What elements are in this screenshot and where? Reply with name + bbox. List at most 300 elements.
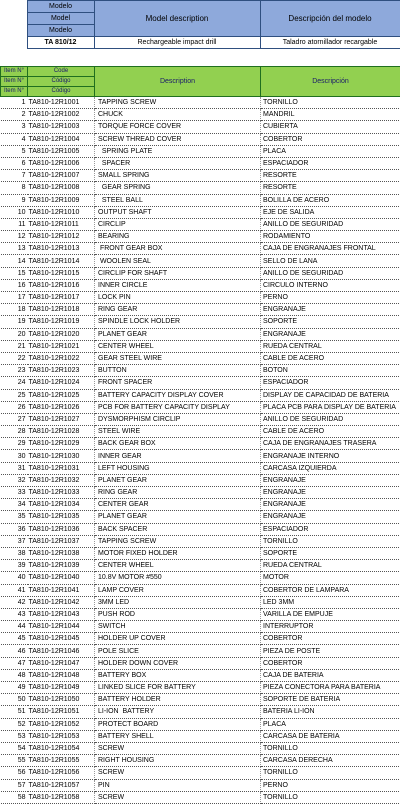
item-number-cell[interactable]: 36: [1, 523, 28, 535]
table-row: [1, 742, 400, 754]
code-cell[interactable]: TA810-12R1032: [28, 474, 95, 486]
item-number-cell[interactable]: 5: [1, 145, 28, 157]
code-cell[interactable]: TA810-12R1026: [28, 401, 95, 413]
description-cell[interactable]: MOTOR FIXED HOLDER: [95, 547, 261, 559]
code-cell[interactable]: TA810-12R1052: [28, 718, 95, 730]
item-number-cell[interactable]: 16: [1, 279, 28, 291]
code-cell[interactable]: TA810-12R1024: [28, 377, 95, 389]
table-row: [1, 389, 400, 401]
item-number-cell[interactable]: 55: [1, 755, 28, 767]
item-number-cell[interactable]: 47: [1, 657, 28, 669]
code-cell[interactable]: TA810-12R1008: [28, 182, 95, 194]
descripcion-cell[interactable]: ESPACIADOR: [261, 157, 400, 169]
item-number-cell[interactable]: 43: [1, 608, 28, 620]
table-row: [1, 645, 400, 657]
description-cell[interactable]: SPACER: [95, 157, 261, 169]
description-cell[interactable]: TAPPING SCREW: [95, 97, 261, 109]
descripcion-cell[interactable]: ANILLO DE SEGURIDAD: [261, 413, 400, 425]
table-row: [1, 584, 400, 596]
description-cell[interactable]: OUTPUT SHAFT: [95, 206, 261, 218]
item-number-cell[interactable]: 8: [1, 182, 28, 194]
parts-rows: [1, 97, 400, 804]
code-cell[interactable]: TA810-12R1016: [28, 279, 95, 291]
description-cell[interactable]: LEFT HOUSING: [95, 462, 261, 474]
item-number-cell[interactable]: 2: [1, 109, 28, 121]
table-row: [1, 145, 400, 157]
description-cell[interactable]: BATTERY SHELL: [95, 730, 261, 742]
item-number-cell[interactable]: 23: [1, 365, 28, 377]
table-row: [1, 413, 400, 425]
descripcion-modelo-cell[interactable]: Taladro atornillador recargable: [260, 37, 400, 49]
table-row: [1, 523, 400, 535]
table-row: [1, 292, 400, 304]
codigo-header[interactable]: Código: [28, 87, 95, 97]
descripcion-cell[interactable]: ANILLO DE SEGURIDAD: [261, 267, 400, 279]
descripcion-cell[interactable]: CARCASA DERECHA: [261, 755, 400, 767]
item-number-cell[interactable]: 40: [1, 572, 28, 584]
code-cell[interactable]: TA810-12R1017: [28, 292, 95, 304]
table-row: [1, 231, 400, 243]
descripcion-cell[interactable]: ENGRANAJE: [261, 328, 400, 340]
description-cell[interactable]: GEAR STEEL WIRE: [95, 352, 261, 364]
item-number-cell[interactable]: 58: [1, 791, 28, 803]
table-row: [1, 340, 400, 352]
table-row: [1, 401, 400, 413]
descripcion-cell[interactable]: ENGRANAJE: [261, 511, 400, 523]
item-number-cell[interactable]: 44: [1, 621, 28, 633]
code-cell[interactable]: TA810-12R1034: [28, 499, 95, 511]
code-cell[interactable]: TA810-12R1014: [28, 255, 95, 267]
description-cell[interactable]: BATTERY HOLDER: [95, 694, 261, 706]
item-number-cell[interactable]: 25: [1, 389, 28, 401]
model-description-header[interactable]: Model description: [94, 1, 260, 37]
table-row: [1, 694, 400, 706]
item-number-cell[interactable]: 39: [1, 560, 28, 572]
code-cell[interactable]: TA810-12R1053: [28, 730, 95, 742]
descripcion-cell[interactable]: PLACA PCB PARA DISPLAY DE BATERIA: [261, 401, 400, 413]
descripcion-cell[interactable]: TORNILLO: [261, 97, 400, 109]
descripcion-cell[interactable]: CARCASA IZQUIERDA: [261, 462, 400, 474]
description-cell[interactable]: SPINDLE LOCK HOLDER: [95, 316, 261, 328]
description-cell[interactable]: WOOLEN SEAL: [95, 255, 261, 267]
description-header[interactable]: Description: [95, 67, 261, 97]
item-number-cell[interactable]: 49: [1, 682, 28, 694]
description-cell[interactable]: RING GEAR: [95, 487, 261, 499]
code-cell[interactable]: TA810-12R1040: [28, 572, 95, 584]
item-number-cell[interactable]: 9: [1, 194, 28, 206]
table-row: [1, 621, 400, 633]
item-number-cell[interactable]: 35: [1, 511, 28, 523]
description-cell[interactable]: BUTTON: [95, 365, 261, 377]
code-cell[interactable]: TA810-12R1028: [28, 426, 95, 438]
descripcion-cell[interactable]: EJE DE SALIDA: [261, 206, 400, 218]
code-cell[interactable]: TA810-12R1050: [28, 694, 95, 706]
description-cell[interactable]: DYSMORPHISM CIRCLIP: [95, 413, 261, 425]
item-number-cell[interactable]: 31: [1, 462, 28, 474]
descripcion-cell[interactable]: PERNO: [261, 292, 400, 304]
item-number-cell[interactable]: 57: [1, 779, 28, 791]
descripcion-cell[interactable]: ENGRANAJE: [261, 487, 400, 499]
item-number-cell[interactable]: 12: [1, 231, 28, 243]
code-cell[interactable]: TA810-12R1030: [28, 450, 95, 462]
item-number-cell[interactable]: 46: [1, 645, 28, 657]
item-number-cell[interactable]: 33: [1, 487, 28, 499]
description-cell[interactable]: FRONT GEAR BOX: [95, 243, 261, 255]
table-row: [1, 255, 400, 267]
description-cell[interactable]: INNER GEAR: [95, 450, 261, 462]
table-row: [1, 365, 400, 377]
code-cell[interactable]: TA810-12R1011: [28, 218, 95, 230]
code-cell[interactable]: TA810-12R1047: [28, 657, 95, 669]
description-cell[interactable]: RING GEAR: [95, 304, 261, 316]
modelo-label[interactable]: Modelo: [27, 25, 94, 37]
description-cell[interactable]: HOLDER DOWN COVER: [95, 657, 261, 669]
code-cell[interactable]: TA810-12R1021: [28, 340, 95, 352]
item-number-cell[interactable]: 52: [1, 718, 28, 730]
table-row: [1, 487, 400, 499]
code-cell[interactable]: TA810-12R1018: [28, 304, 95, 316]
table-row: [1, 657, 400, 669]
item-number-cell[interactable]: 17: [1, 292, 28, 304]
item-number-cell[interactable]: 41: [1, 584, 28, 596]
item-number-cell[interactable]: 7: [1, 170, 28, 182]
description-cell[interactable]: BATTERY BOX: [95, 669, 261, 681]
table-row: [1, 474, 400, 486]
table-row: [1, 462, 400, 474]
code-cell[interactable]: TA810-12R1025: [28, 389, 95, 401]
descripcion-cell[interactable]: PIEZA DE POSTE: [261, 645, 400, 657]
description-cell[interactable]: PUSH ROD: [95, 608, 261, 620]
description-cell[interactable]: SWITCH: [95, 621, 261, 633]
table-row: [1, 767, 400, 779]
table-row: [1, 669, 400, 681]
table-row: [1, 682, 400, 694]
descripcion-cell[interactable]: CUBIERTA: [261, 121, 400, 133]
descripcion-cell[interactable]: CAJA DE ENGRANAJES FRONTAL: [261, 243, 400, 255]
descripcion-cell[interactable]: ENGRANAJE: [261, 499, 400, 511]
description-cell[interactable]: BATTERY CAPACITY DISPLAY COVER: [95, 389, 261, 401]
description-cell[interactable]: LOCK PIN: [95, 292, 261, 304]
code-cell[interactable]: TA810-12R1045: [28, 633, 95, 645]
table-row: [1, 377, 400, 389]
item-number-cell[interactable]: 53: [1, 730, 28, 742]
code-cell[interactable]: TA810-12R1023: [28, 365, 95, 377]
model-description-cell[interactable]: Rechargeable impact drill: [94, 37, 260, 49]
code-cell[interactable]: TA810-12R1029: [28, 438, 95, 450]
descripcion-cell[interactable]: MANDRIL: [261, 109, 400, 121]
header-row: [0, 1, 400, 13]
code-cell[interactable]: TA810-12R1041: [28, 584, 95, 596]
description-cell[interactable]: LAMP COVER: [95, 584, 261, 596]
descripcion-cell[interactable]: COBERTOR: [261, 133, 400, 145]
description-cell[interactable]: INNER CIRCLE: [95, 279, 261, 291]
description-cell[interactable]: SCREW THREAD COVER: [95, 133, 261, 145]
item-number-cell[interactable]: 56: [1, 767, 28, 779]
code-cell[interactable]: TA810-12R1042: [28, 596, 95, 608]
description-cell[interactable]: CIRCLIP FOR SHAFT: [95, 267, 261, 279]
descripcion-cell[interactable]: CIRCULO INTERNO: [261, 279, 400, 291]
item-number-cell[interactable]: 4: [1, 133, 28, 145]
description-cell[interactable]: PLANET GEAR: [95, 474, 261, 486]
descripcion-cell[interactable]: INTERRUPTOR: [261, 621, 400, 633]
table-row: [1, 499, 400, 511]
column-header-row: [1, 67, 400, 77]
descripcion-cell[interactable]: SOPORTE DE BATERIA: [261, 694, 400, 706]
table-row: [1, 133, 400, 145]
item-number-header[interactable]: Item N°: [1, 67, 28, 77]
description-cell[interactable]: CENTER WHEEL: [95, 560, 261, 572]
item-number-cell[interactable]: 50: [1, 694, 28, 706]
description-cell[interactable]: TAPPING SCREW: [95, 535, 261, 547]
description-cell[interactable]: LI-ION BATTERY: [95, 706, 261, 718]
code-cell[interactable]: TA810-12R1054: [28, 742, 95, 754]
description-cell[interactable]: PLANET GEAR: [95, 328, 261, 340]
description-cell[interactable]: 10.8V MOTOR #550: [95, 572, 261, 584]
table-row: [1, 706, 400, 718]
descripcion-cell[interactable]: PIEZA CONECTORA PARA BATERIA: [261, 682, 400, 694]
code-cell[interactable]: TA810-12R1057: [28, 779, 95, 791]
code-cell[interactable]: TA810-12R1038: [28, 547, 95, 559]
code-cell[interactable]: TA810-12R1020: [28, 328, 95, 340]
item-number-cell[interactable]: 24: [1, 377, 28, 389]
code-cell[interactable]: TA810-12R1003: [28, 121, 95, 133]
table-row: [1, 755, 400, 767]
table-row: [1, 547, 400, 559]
item-number-cell[interactable]: 37: [1, 535, 28, 547]
descripcion-cell[interactable]: RUEDA CENTRAL: [261, 340, 400, 352]
code-cell[interactable]: TA810-12R1048: [28, 669, 95, 681]
descripcion-cell[interactable]: COBERTOR DE LAMPARA: [261, 584, 400, 596]
item-number-cell[interactable]: 29: [1, 438, 28, 450]
description-cell[interactable]: SCREW: [95, 767, 261, 779]
code-cell[interactable]: TA810-12R1019: [28, 316, 95, 328]
item-number-cell[interactable]: 38: [1, 547, 28, 559]
item-number-cell[interactable]: 15: [1, 267, 28, 279]
descripcion-cell[interactable]: TORNILLO: [261, 767, 400, 779]
descripcion-cell[interactable]: CARCASA DE BATERIA: [261, 730, 400, 742]
description-cell[interactable]: SMALL SPRING: [95, 170, 261, 182]
item-number-cell[interactable]: 13: [1, 243, 28, 255]
table-row: [1, 279, 400, 291]
item-number-cell[interactable]: 48: [1, 669, 28, 681]
codigo-header[interactable]: Código: [28, 77, 95, 87]
code-cell[interactable]: TA810-12R1006: [28, 157, 95, 169]
item-number-cell[interactable]: 42: [1, 596, 28, 608]
code-cell[interactable]: TA810-12R1046: [28, 645, 95, 657]
descripcion-cell[interactable]: CABLE DE ACERO: [261, 352, 400, 364]
table-row: [1, 450, 400, 462]
table-row: [1, 535, 400, 547]
descripcion-cell[interactable]: CAJA DE ENGRANAJES TRASERA: [261, 438, 400, 450]
descripcion-cell[interactable]: COBERTOR: [261, 657, 400, 669]
description-cell[interactable]: FRONT SPACER: [95, 377, 261, 389]
table-row: [1, 560, 400, 572]
description-cell[interactable]: STEEL WIRE: [95, 426, 261, 438]
description-cell[interactable]: CHUCK: [95, 109, 261, 121]
code-cell[interactable]: TA810-12R1015: [28, 267, 95, 279]
description-cell[interactable]: STEEL BALL: [95, 194, 261, 206]
description-cell[interactable]: CIRCLIP: [95, 218, 261, 230]
descripcion-cell[interactable]: TORNILLO: [261, 791, 400, 803]
descripcion-cell[interactable]: ESPACIADOR: [261, 377, 400, 389]
description-cell[interactable]: SPRING PLATE: [95, 145, 261, 157]
table-row: [1, 779, 400, 791]
table-row: [1, 267, 400, 279]
code-cell[interactable]: TA810-12R1037: [28, 535, 95, 547]
item-number-cell[interactable]: 21: [1, 340, 28, 352]
model-header-table: [0, 0, 400, 66]
descripcion-cell[interactable]: SELLO DE LANA: [261, 255, 400, 267]
descripcion-cell[interactable]: BOTON: [261, 365, 400, 377]
descripcion-cell[interactable]: LED 3MM: [261, 596, 400, 608]
code-cell[interactable]: TA810-12R1012: [28, 231, 95, 243]
descripcion-cell[interactable]: RESORTE: [261, 170, 400, 182]
code-cell[interactable]: TA810-12R1004: [28, 133, 95, 145]
description-cell[interactable]: 3MM LED: [95, 596, 261, 608]
item-number-cell[interactable]: 3: [1, 121, 28, 133]
descripcion-cell[interactable]: ENGRANAJE: [261, 304, 400, 316]
code-cell[interactable]: TA810-12R1010: [28, 206, 95, 218]
item-number-cell[interactable]: 22: [1, 352, 28, 364]
code-cell[interactable]: TA810-12R1022: [28, 352, 95, 364]
description-cell[interactable]: TORQUE FORCE COVER: [95, 121, 261, 133]
table-row: [1, 633, 400, 645]
item-number-cell[interactable]: 54: [1, 742, 28, 754]
code-cell[interactable]: TA810-12R1058: [28, 791, 95, 803]
descripcion-cell[interactable]: PERNO: [261, 779, 400, 791]
table-row: [1, 304, 400, 316]
description-cell[interactable]: PCB FOR BATTERY CAPACITY DISPLAY: [95, 401, 261, 413]
description-cell[interactable]: PIN: [95, 779, 261, 791]
code-cell[interactable]: TA810-12R1009: [28, 194, 95, 206]
descripcion-cell[interactable]: PLACA: [261, 145, 400, 157]
description-cell[interactable]: HOLDER UP COVER: [95, 633, 261, 645]
table-row: [1, 243, 400, 255]
code-cell[interactable]: TA810-12R1013: [28, 243, 95, 255]
item-number-cell[interactable]: 6: [1, 157, 28, 169]
code-cell[interactable]: TA810-12R1044: [28, 621, 95, 633]
item-number-cell[interactable]: 26: [1, 401, 28, 413]
code-cell[interactable]: TA810-12R1049: [28, 682, 95, 694]
descripcion-cell[interactable]: BATERIA LI-ION: [261, 706, 400, 718]
item-number-cell[interactable]: 28: [1, 426, 28, 438]
item-number-cell[interactable]: 30: [1, 450, 28, 462]
item-number-cell[interactable]: 18: [1, 304, 28, 316]
descripcion-cell[interactable]: ENGRANAJE INTERNO: [261, 450, 400, 462]
item-number-cell[interactable]: 14: [1, 255, 28, 267]
table-row: [1, 182, 400, 194]
description-cell[interactable]: CENTER GEAR: [95, 499, 261, 511]
code-cell[interactable]: TA810-12R1035: [28, 511, 95, 523]
code-cell[interactable]: TA810-12R1007: [28, 170, 95, 182]
code-cell[interactable]: TA810-12R1002: [28, 109, 95, 121]
description-cell[interactable]: SCREW: [95, 791, 261, 803]
descripcion-cell[interactable]: COBERTOR: [261, 633, 400, 645]
descripcion-modelo-header[interactable]: Descripción del modelo: [260, 1, 400, 37]
description-cell[interactable]: PROTECT BOARD: [95, 718, 261, 730]
descripcion-cell[interactable]: CAJA DE BATERIA: [261, 669, 400, 681]
table-row: [1, 194, 400, 206]
code-cell[interactable]: TA810-12R1056: [28, 767, 95, 779]
code-cell[interactable]: TA810-12R1051: [28, 706, 95, 718]
model-label[interactable]: Model: [27, 13, 94, 25]
code-cell[interactable]: TA810-12R1031: [28, 462, 95, 474]
table-row: [1, 157, 400, 169]
table-row: [1, 97, 400, 109]
item-number-cell[interactable]: 1: [1, 97, 28, 109]
item-number-cell[interactable]: 20: [1, 328, 28, 340]
description-cell[interactable]: CENTER WHEEL: [95, 340, 261, 352]
table-row: [1, 596, 400, 608]
table-row: [1, 438, 400, 450]
descripcion-cell[interactable]: RUEDA CENTRAL: [261, 560, 400, 572]
descripcion-cell[interactable]: CABLE DE ACERO: [261, 426, 400, 438]
code-header[interactable]: Code: [28, 67, 95, 77]
item-number-cell[interactable]: 19: [1, 316, 28, 328]
item-number-header[interactable]: Item N°: [1, 77, 28, 87]
descripcion-cell[interactable]: ANILLO DE SEGURIDAD: [261, 218, 400, 230]
descripcion-cell[interactable]: ENGRANAJE: [261, 474, 400, 486]
code-cell[interactable]: TA810-12R1005: [28, 145, 95, 157]
description-cell[interactable]: LINKED SLICE FOR BATTERY: [95, 682, 261, 694]
item-number-cell[interactable]: 45: [1, 633, 28, 645]
table-row: [1, 426, 400, 438]
descripcion-cell[interactable]: ESPACIADOR: [261, 523, 400, 535]
description-cell[interactable]: RIGHT HOUSING: [95, 755, 261, 767]
description-cell[interactable]: SCREW: [95, 742, 261, 754]
table-row: [1, 572, 400, 584]
descripcion-cell[interactable]: RESORTE: [261, 182, 400, 194]
descripcion-cell[interactable]: BOLILLA DE ACERO: [261, 194, 400, 206]
descripcion-cell[interactable]: SOPORTE: [261, 316, 400, 328]
description-cell[interactable]: PLANET GEAR: [95, 511, 261, 523]
code-cell[interactable]: TA810-12R1033: [28, 487, 95, 499]
item-number-cell[interactable]: 51: [1, 706, 28, 718]
descripcion-cell[interactable]: TORNILLO: [261, 742, 400, 754]
code-cell[interactable]: TA810-12R1039: [28, 560, 95, 572]
descripcion-cell[interactable]: MOTOR: [261, 572, 400, 584]
code-cell[interactable]: TA810-12R1036: [28, 523, 95, 535]
code-cell[interactable]: TA810-12R1027: [28, 413, 95, 425]
description-cell[interactable]: GEAR SPRING: [95, 182, 261, 194]
model-code-cell[interactable]: TA 810/12: [27, 37, 94, 49]
code-cell[interactable]: TA810-12R1001: [28, 97, 95, 109]
code-cell[interactable]: TA810-12R1055: [28, 755, 95, 767]
description-cell[interactable]: BACK GEAR BOX: [95, 438, 261, 450]
modelo-label[interactable]: Modelo: [27, 1, 94, 13]
descripcion-cell[interactable]: DISPLAY DE CAPACIDAD DE BATERIA: [261, 389, 400, 401]
description-cell[interactable]: POLE SLICE: [95, 645, 261, 657]
item-number-cell[interactable]: 32: [1, 474, 28, 486]
descripcion-cell[interactable]: SOPORTE: [261, 547, 400, 559]
description-cell[interactable]: BACK SPACER: [95, 523, 261, 535]
item-number-header[interactable]: Item N°: [1, 87, 28, 97]
table-row: [1, 730, 400, 742]
descripcion-cell[interactable]: PLACA: [261, 718, 400, 730]
item-number-cell[interactable]: 27: [1, 413, 28, 425]
code-cell[interactable]: TA810-12R1043: [28, 608, 95, 620]
descripcion-cell[interactable]: RODAMIENTO: [261, 231, 400, 243]
item-number-cell[interactable]: 10: [1, 206, 28, 218]
item-number-cell[interactable]: 11: [1, 218, 28, 230]
descripcion-cell[interactable]: TORNILLO: [261, 535, 400, 547]
descripcion-header[interactable]: Descripción: [261, 67, 400, 97]
table-row: [1, 791, 400, 803]
item-number-cell[interactable]: 34: [1, 499, 28, 511]
table-row: [1, 352, 400, 364]
description-cell[interactable]: BEARING: [95, 231, 261, 243]
descripcion-cell[interactable]: VARILLA DE EMPUJE: [261, 608, 400, 620]
